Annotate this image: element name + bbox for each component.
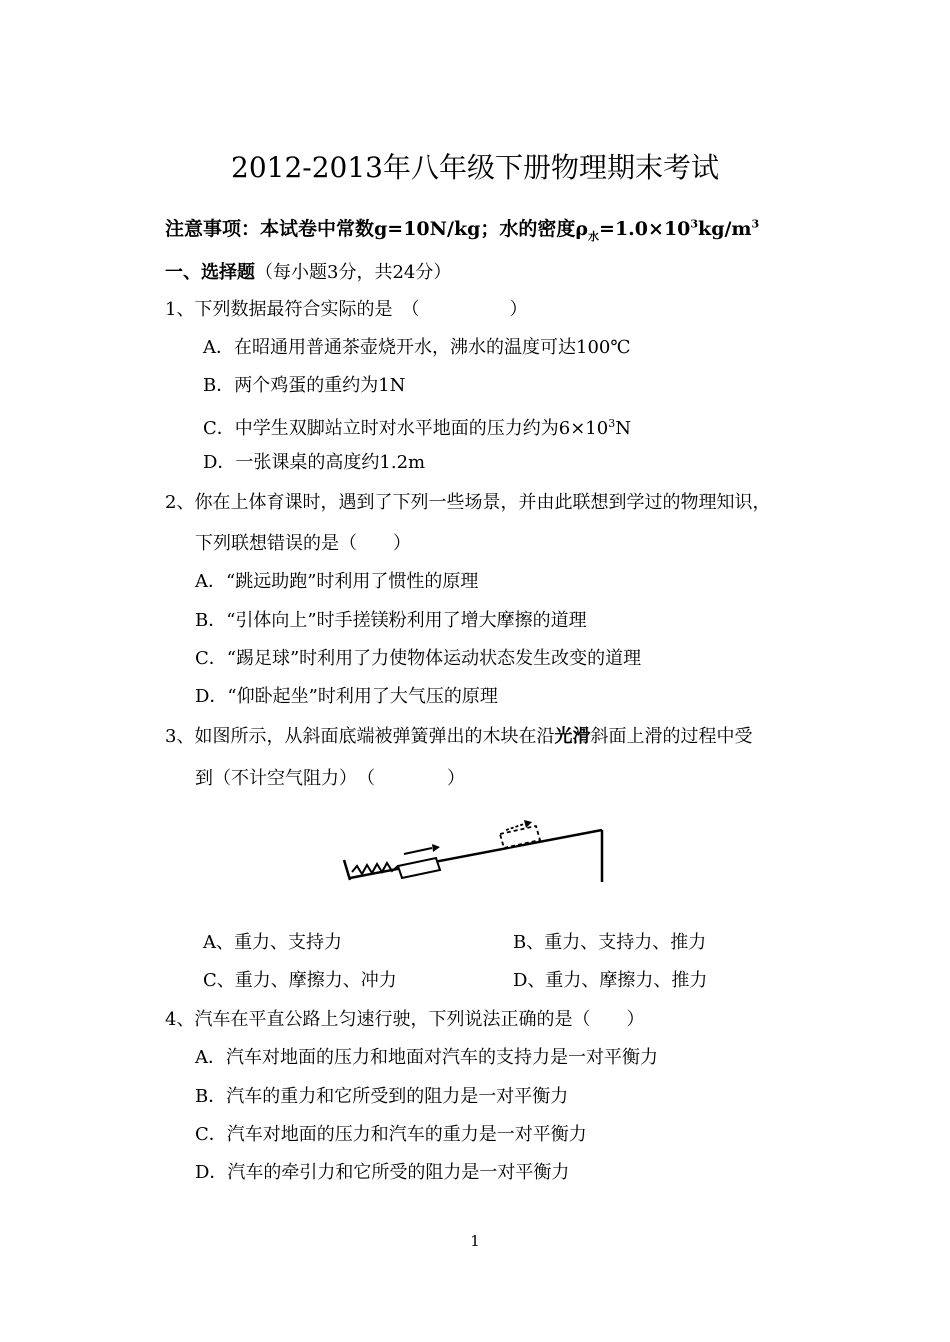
page-number: 1 (470, 1232, 480, 1250)
q2-option-c: C．“踢足球”时利用了力使物体运动状态发生改变的道理 (195, 648, 642, 669)
q1-option-d: D．一张课桌的高度约1.2m (203, 452, 426, 473)
q3-option-c: C、重力、摩擦力、冲力 (203, 970, 397, 991)
q3-option-a: A、重力、支持力 (203, 932, 342, 953)
q2-option-b: B．“引体向上”时手搓镁粉利用了增大摩擦的道理 (195, 610, 587, 631)
q4-option-d: D．汽车的牵引力和它所受的阻力是一对平衡力 (195, 1162, 570, 1183)
q3-stem-pre: 3、如图所示，从斜面底端被弹簧弹出的木块在沿 (165, 726, 555, 747)
notice-mid: =1.0×10 (599, 218, 691, 240)
q3-stem-line1 (165, 726, 752, 748)
section-heading-bold: 一、选择题 (165, 262, 255, 283)
q1-option-c-pre: C．中学生双脚站立时对水平地面的压力约为6×10 (203, 418, 609, 439)
q4-option-c: C．汽车对地面的压力和汽车的重力是一对平衡力 (195, 1124, 587, 1145)
q1-option-a: A．在昭通用普通茶壶烧开水，沸水的温度可达100℃ (203, 337, 631, 358)
q1-option-c-post: N (615, 418, 631, 439)
q4-option-b: B．汽车的重力和它所受到的阻力是一对平衡力 (195, 1086, 569, 1107)
section-heading (165, 258, 451, 284)
q3-stem-bold: 光滑 (554, 726, 591, 747)
notice-sub: 水 (588, 229, 600, 243)
q3-stem-line2: 到（不计空气阻力） （ ） (195, 768, 465, 789)
q2-option-d: D．“仰卧起坐”时利用了大气压的原理 (195, 686, 498, 707)
section-heading-rest: （每小题3分，共24分） (255, 262, 452, 283)
q4-stem: 4、汽车在平直公路上匀速行驶，下列说法正确的是（ ） (165, 1009, 645, 1030)
notice-suffix: kg/m (698, 218, 752, 240)
q3-stem-post: 斜面上滑的过程中受 (590, 726, 753, 747)
q1-option-c-sup: 3 (608, 417, 616, 430)
exam-title: 2012-2013年八年级下册物理期末考试 (231, 151, 719, 184)
notice-prefix: 注意事项：本试卷中常数g=10N/kg；水的密度ρ (165, 218, 589, 240)
q4-option-a: A．汽车对地面的压力和地面对汽车的支持力是一对平衡力 (195, 1047, 658, 1068)
q2-stem-line2: 下列联想错误的是（ ） (195, 533, 411, 554)
q1-option-b: B．两个鸡蛋的重约为1N (203, 375, 406, 396)
q1-option-c (203, 413, 631, 440)
q2-option-a: A．“跳远助跑”时利用了惯性的原理 (195, 571, 479, 592)
notice-sup2: 3 (751, 217, 760, 231)
notice-sup: 3 (690, 217, 699, 231)
notice-line (165, 214, 759, 244)
incline-spring-block-figure (340, 810, 610, 890)
q3-option-d: D、重力、摩擦力、推力 (513, 970, 708, 991)
q2-stem-line1: 2、你在上体育课时，遇到了下列一些场景，并由此联想到学过的物理知识， (165, 492, 771, 513)
q3-option-b: B、重力、支持力、推力 (513, 932, 707, 953)
q1-stem: 1、下列数据最符合实际的是 （ ） (165, 299, 528, 320)
